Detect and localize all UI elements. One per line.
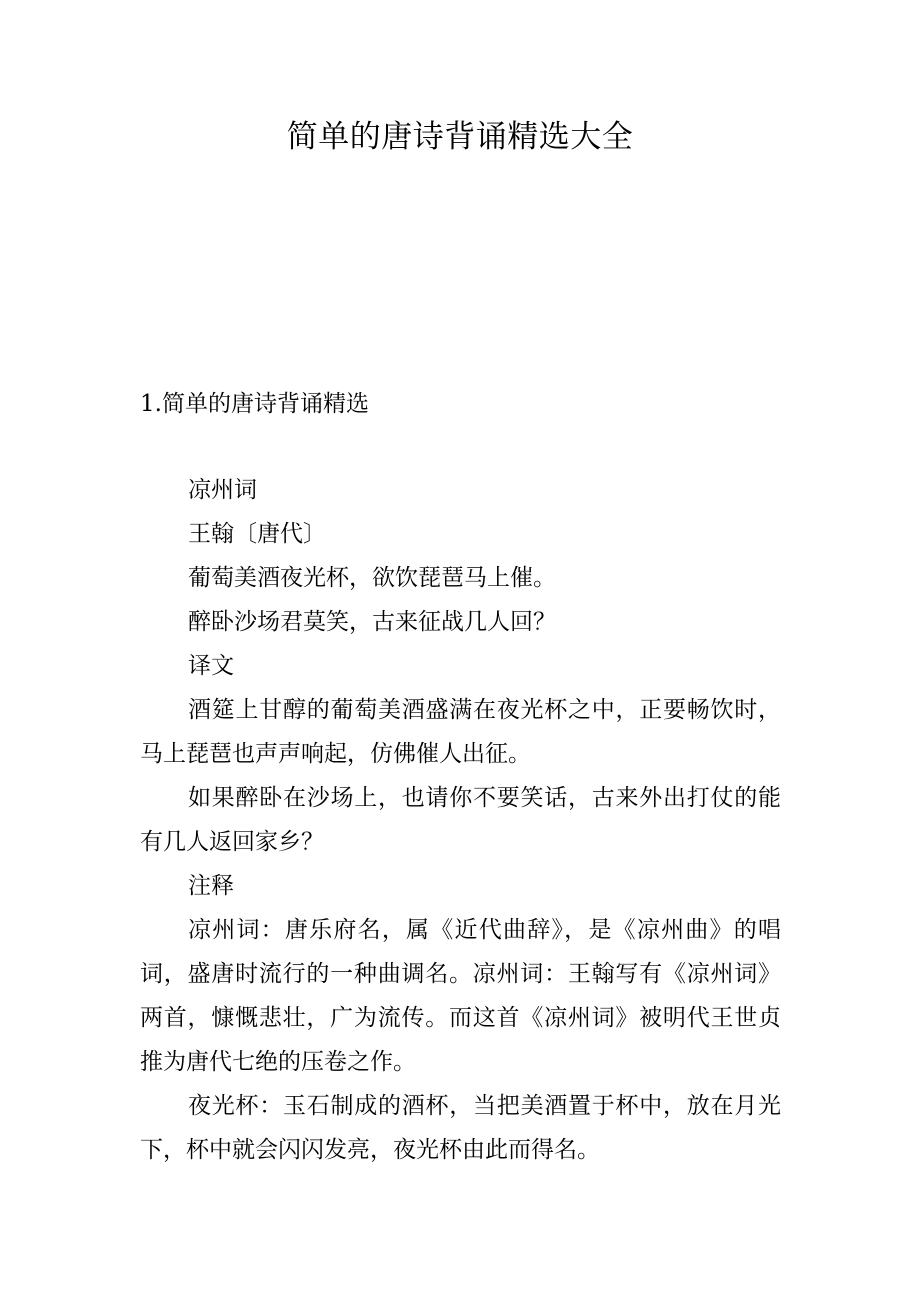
poem-line-1: 葡萄美酒夜光杯，欲饮琵琶马上催。 <box>188 565 556 591</box>
section-heading: 1.简单的唐诗背诵精选 <box>140 391 369 417</box>
note-paragraph: 夜光杯：玉石制成的酒杯，当把美酒置于杯中，放在月光下，杯中就会闪闪发亮，夜光杯由此而得名。 <box>140 1093 781 1163</box>
poem-line-2: 醉卧沙场君莫笑，古来征战几人回？ <box>188 609 556 635</box>
translation-heading: 译文 <box>188 653 234 679</box>
translation-paragraph: 酒筵上甘醇的葡萄美酒盛满在夜光杯之中，正要畅饮时，马上琵琶也声声响起，仿佛催人出征。 <box>140 697 781 767</box>
note-paragraph: 凉州词：唐乐府名，属《近代曲辞》，是《凉州曲》的唱词，盛唐时流行的一种曲调名。凉州词：王翰写有《凉州词》两首，慷慨悲壮，广为流传。而这首《凉州词》被明代王世贞推为唐代七绝的压卷之作。 <box>140 917 781 1075</box>
notes-heading: 注释 <box>188 873 234 899</box>
document-title: 简单的唐诗背诵精选大全 <box>286 119 634 155</box>
translation-paragraph: 如果醉卧在沙场上，也请你不要笑话，古来外出打仗的能有几人返回家乡？ <box>140 785 781 855</box>
poem-author: 王翰〔唐代〕 <box>188 521 326 547</box>
poem-title: 凉州词 <box>188 477 257 503</box>
document-body <box>140 468 781 1172</box>
